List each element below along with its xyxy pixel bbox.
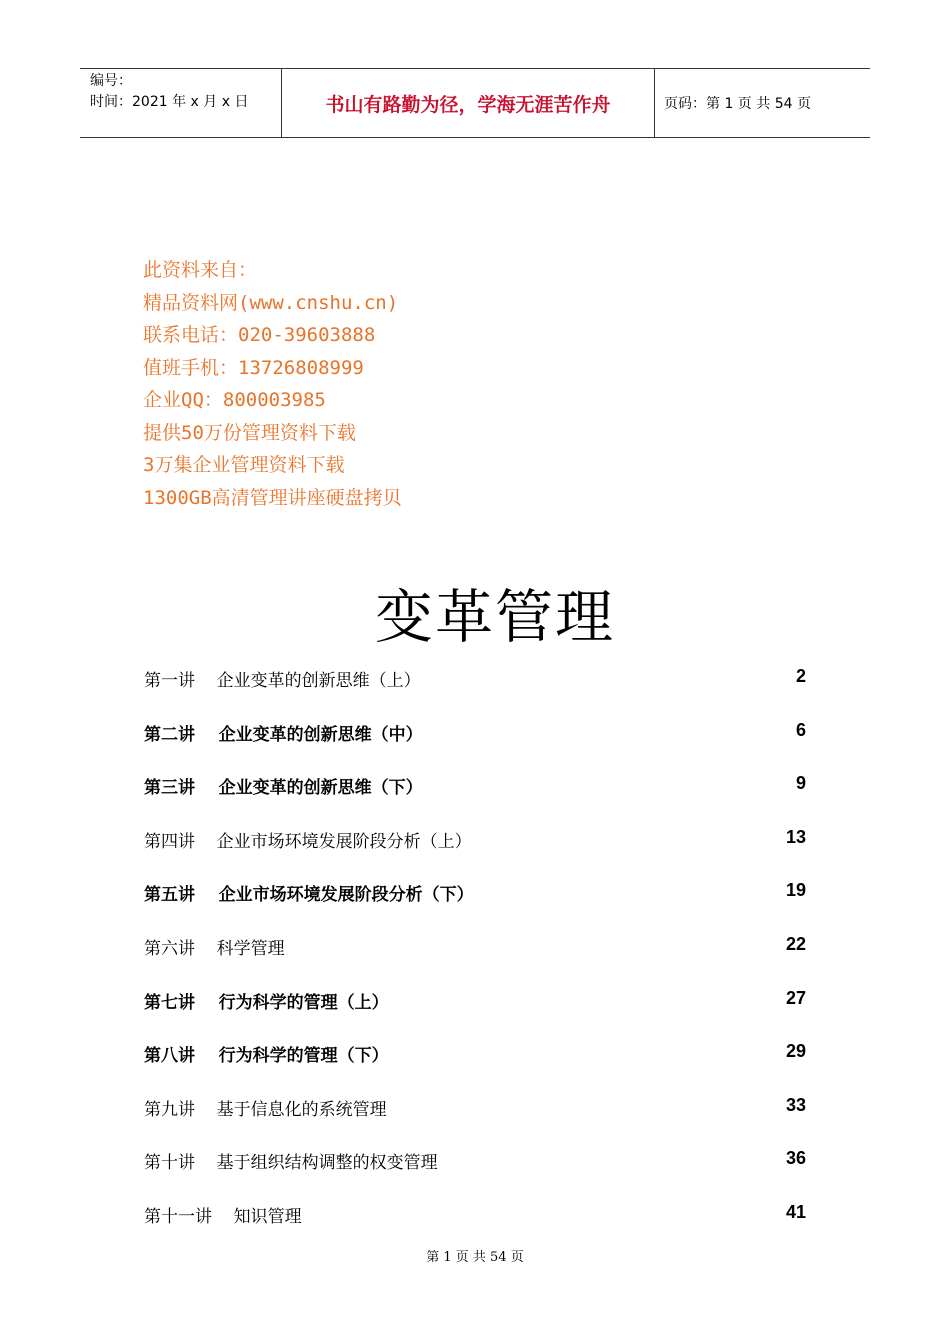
header-divider — [654, 69, 655, 137]
toc-entry-title: 第八讲 行为科学的管理（下） — [144, 1046, 389, 1067]
toc-entry-title: 第三讲 企业变革的创新思维（下） — [144, 778, 423, 799]
toc-entry-title: 第五讲 企业市场环境发展阶段分析（下） — [144, 885, 474, 906]
header-meta — [90, 71, 248, 113]
header-page-info: 页码：第 1 页 共 54 页 — [664, 96, 811, 112]
toc-entry[interactable] — [144, 662, 806, 716]
toc-entry-title: 第一讲 企业变革的创新思维（上） — [144, 671, 421, 691]
time-label: 时间：2021 年 x 月 x 日 — [90, 94, 249, 110]
toc-entry-page: 19 — [785, 880, 806, 901]
toc-entry[interactable] — [144, 930, 806, 984]
toc-entry[interactable] — [144, 1198, 806, 1252]
source-line: 1300GB高清管理讲座硬盘拷贝 — [143, 486, 402, 509]
toc-entry-page: 36 — [785, 1148, 806, 1169]
toc-entry[interactable] — [144, 984, 806, 1038]
page-footer: 第 1 页 共 54 页 — [426, 1250, 524, 1265]
toc-entry-title: 第十讲 基于组织结构调整的权变管理 — [144, 1153, 438, 1174]
toc-entry-title: 第十一讲 知识管理 — [144, 1206, 302, 1227]
source-line: 企业QQ：800003985 — [143, 389, 326, 411]
toc-entry-page: 22 — [785, 933, 806, 954]
source-line: 3万集企业管理资料下载 — [143, 454, 345, 476]
source-line: 提供50万份管理资料下载 — [143, 421, 356, 444]
toc-entry[interactable] — [144, 1144, 806, 1198]
toc-entry[interactable] — [144, 769, 806, 823]
table-of-contents — [144, 662, 806, 1252]
toc-entry-page: 9 — [795, 773, 806, 794]
toc-entry[interactable] — [144, 876, 806, 930]
toc-entry-title: 第四讲 企业市场环境发展阶段分析（上） — [144, 831, 472, 852]
document-title: 变革管理 — [374, 583, 615, 651]
source-info-block — [143, 254, 402, 514]
toc-entry[interactable] — [144, 1037, 806, 1091]
toc-entry[interactable] — [144, 716, 806, 770]
toc-entry-title: 第二讲 企业变革的创新思维（中） — [144, 724, 423, 745]
toc-entry-page: 13 — [785, 826, 806, 847]
toc-entry-title: 第七讲 行为科学的管理（上） — [144, 992, 389, 1013]
toc-entry-title: 第六讲 科学管理 — [144, 938, 285, 959]
source-line: 联系电话：020-39603888 — [143, 324, 376, 346]
source-line: 精品资料网(www.cnshu.cn) — [143, 291, 399, 314]
source-line: 此资料来自： — [143, 259, 258, 281]
toc-entry-page: 29 — [785, 1041, 806, 1062]
toc-entry-title: 第九讲 基于信息化的系统管理 — [144, 1099, 387, 1120]
toc-entry[interactable] — [144, 1091, 806, 1145]
toc-entry[interactable] — [144, 823, 806, 877]
source-line: 值班手机：13726808999 — [143, 356, 364, 379]
header-motto: 书山有路勤为径，学海无涯苦作舟 — [325, 93, 611, 116]
toc-entry-page: 41 — [785, 1201, 806, 1222]
toc-entry-page: 6 — [795, 719, 806, 740]
toc-entry-page: 27 — [785, 987, 806, 1008]
toc-entry-page: 33 — [785, 1094, 806, 1115]
page-header — [80, 68, 870, 138]
toc-entry-page: 2 — [795, 666, 806, 686]
number-label: 编号： — [90, 73, 132, 89]
